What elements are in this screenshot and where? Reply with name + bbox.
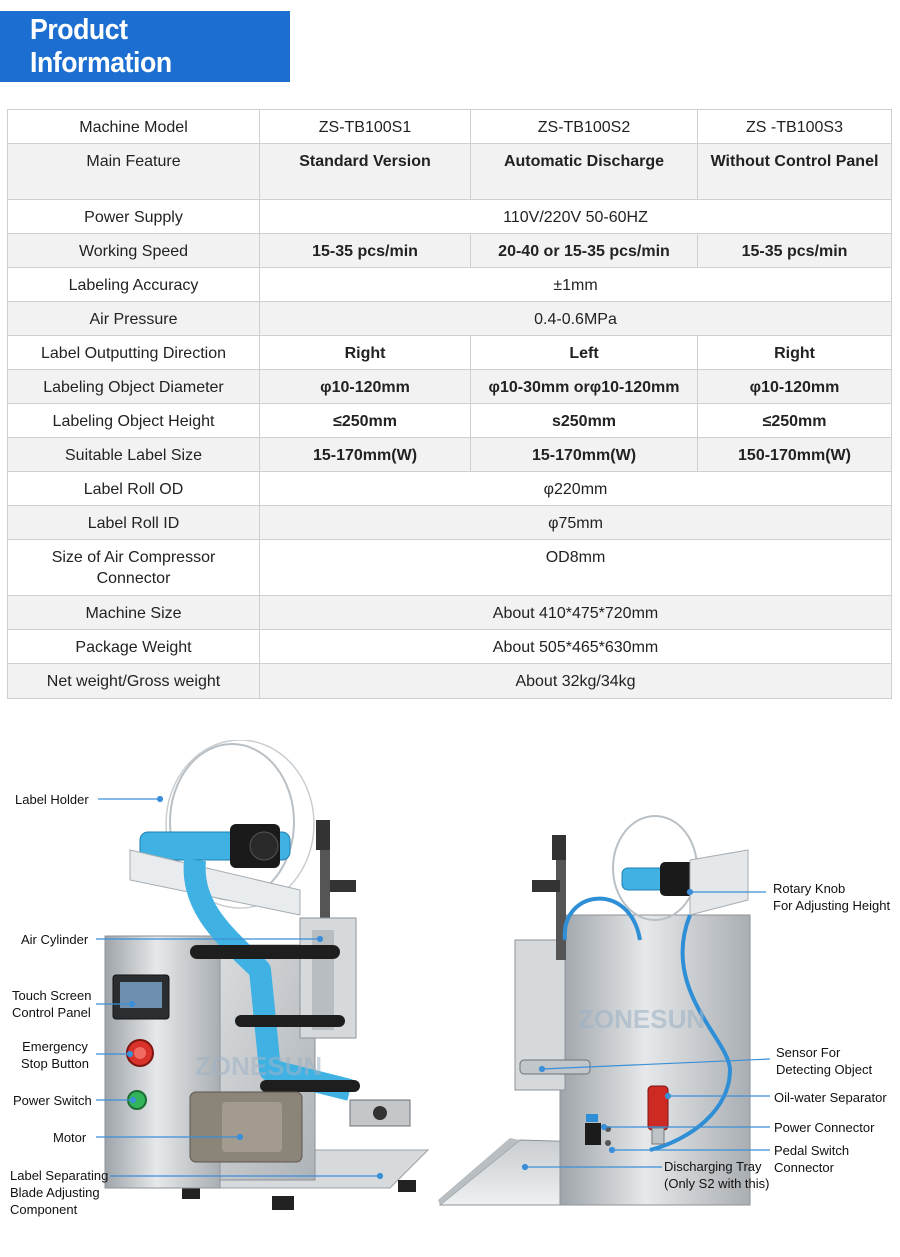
row-label: Main Feature xyxy=(8,144,260,200)
row-label: Machine Model xyxy=(8,110,260,144)
row-value: φ10-30mm orφ10-120mm xyxy=(471,370,698,404)
row-label: Power Supply xyxy=(8,200,260,234)
callout-sensor: Sensor For Detecting Object xyxy=(776,1045,873,1077)
table-row xyxy=(8,630,892,664)
callout-label-holder: Label Holder xyxy=(15,792,89,807)
row-label: Label Outputting Direction xyxy=(8,336,260,370)
row-label: Label Roll OD xyxy=(8,472,260,506)
row-value: About 410*475*720mm xyxy=(260,596,892,630)
callout-discharging-tray: Discharging Tray (Only S2 with this) xyxy=(664,1159,770,1191)
row-value: ≤250mm xyxy=(698,404,892,438)
row-value: φ75mm xyxy=(260,506,892,540)
table-row xyxy=(8,506,892,540)
machine-right xyxy=(438,816,750,1205)
row-value: φ220mm xyxy=(260,472,892,506)
section-banner xyxy=(0,11,290,82)
callout-rotary-knob: Rotary Knob For Adjusting Height xyxy=(773,881,891,913)
row-value: 15-35 pcs/min xyxy=(698,234,892,268)
table-row xyxy=(8,664,892,699)
row-value: About 505*465*630mm xyxy=(260,630,892,664)
table-row xyxy=(8,302,892,336)
row-value: ZS -TB100S3 xyxy=(698,110,892,144)
row-value: 15-170mm(W) xyxy=(471,438,698,472)
row-label: Labeling Accuracy xyxy=(8,268,260,302)
table-row xyxy=(8,596,892,630)
callout-motor: Motor xyxy=(53,1130,87,1145)
watermark-left: ZONESUN xyxy=(195,1051,323,1081)
table-row xyxy=(8,404,892,438)
row-label: Package Weight xyxy=(8,630,260,664)
table-row xyxy=(8,268,892,302)
row-value: 0.4-0.6MPa xyxy=(260,302,892,336)
row-value: Right xyxy=(698,336,892,370)
row-value: About 32kg/34kg xyxy=(260,664,892,699)
watermark-right: ZONESUN xyxy=(578,1004,706,1034)
table-row xyxy=(8,110,892,144)
table-row xyxy=(8,472,892,506)
row-value: Automatic Discharge xyxy=(471,144,698,200)
row-value: ZS-TB100S2 xyxy=(471,110,698,144)
row-value: φ10-120mm xyxy=(698,370,892,404)
row-label: Labeling Object Diameter xyxy=(8,370,260,404)
row-value: Left xyxy=(471,336,698,370)
row-value: Right xyxy=(260,336,471,370)
machine-left xyxy=(105,740,428,1210)
callout-power-connector: Power Connector xyxy=(774,1120,875,1135)
spec-table xyxy=(7,109,892,699)
callout-pedal-switch: Pedal Switch Connector xyxy=(774,1143,850,1175)
row-label: Net weight/Gross weight xyxy=(8,664,260,699)
callout-touch-screen: Touch Screen Control Panel xyxy=(12,988,92,1020)
callout-emergency-stop: Emergency Stop Button xyxy=(21,1039,89,1071)
table-row xyxy=(8,540,892,596)
banner-title: Product Information xyxy=(30,13,172,79)
table-row xyxy=(8,438,892,472)
row-label: Label Roll ID xyxy=(8,506,260,540)
row-value: 110V/220V 50-60HZ xyxy=(260,200,892,234)
callout-label-blade: Label Separating Blade Adjusting Component xyxy=(10,1168,109,1217)
row-label: Labeling Object Height xyxy=(8,404,260,438)
row-value: Without Control Panel xyxy=(698,144,892,200)
row-label: Machine Size xyxy=(8,596,260,630)
row-label: Air Pressure xyxy=(8,302,260,336)
row-value: 20-40 or 15-35 pcs/min xyxy=(471,234,698,268)
table-row xyxy=(8,234,892,268)
row-value: Standard Version xyxy=(260,144,471,200)
row-value: ≤250mm xyxy=(260,404,471,438)
row-value: 150-170mm(W) xyxy=(698,438,892,472)
table-row xyxy=(8,336,892,370)
row-label: Suitable Label Size xyxy=(8,438,260,472)
callout-oil-water-separator: Oil-water Separator xyxy=(774,1090,887,1105)
table-row xyxy=(8,200,892,234)
row-label: Working Speed xyxy=(8,234,260,268)
callout-air-cylinder: Air Cylinder xyxy=(21,932,89,947)
table-row xyxy=(8,370,892,404)
row-value: s250mm xyxy=(471,404,698,438)
callout-power-switch: Power Switch xyxy=(13,1093,92,1108)
row-value: φ10-120mm xyxy=(260,370,471,404)
row-value: ±1mm xyxy=(260,268,892,302)
row-label: Size of Air Compressor Connector xyxy=(8,540,260,596)
row-value: OD8mm xyxy=(260,540,892,596)
row-value: 15-170mm(W) xyxy=(260,438,471,472)
table-row xyxy=(8,144,892,200)
row-value: ZS-TB100S1 xyxy=(260,110,471,144)
row-value: 15-35 pcs/min xyxy=(260,234,471,268)
